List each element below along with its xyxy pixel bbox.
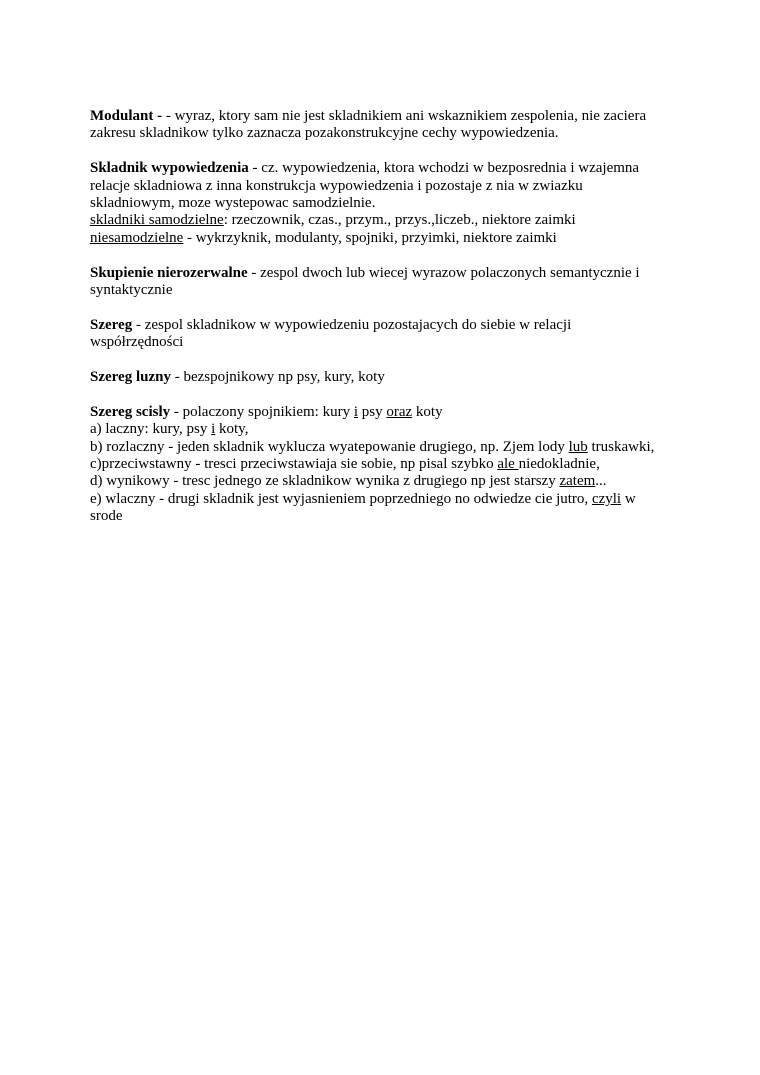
- definition-text: - wyraz, ktory sam nie jest skladnikiem ani wskaznikiem zespolenia, nie zaciera: [162, 108, 647, 124]
- item-text: w: [621, 490, 636, 507]
- item-text: e) wlaczny - drugi skladnik jest wyjasnieniem poprzedniego no odwiedze cie jutro,: [90, 490, 592, 507]
- skupienie-definition: [90, 265, 680, 300]
- item-text: srode: [90, 508, 123, 525]
- skladnik-definition: [90, 160, 680, 247]
- samodzielne-label: skladniki samodzielne: [90, 212, 224, 229]
- definition-text: - bezspojnikowy np psy, kury, koty: [170, 369, 385, 386]
- niesamodzielne-label: niesamodzielne: [90, 229, 184, 246]
- conjunction-example: ale: [497, 456, 519, 473]
- term-dash: -: [153, 108, 163, 124]
- list-item-e: [90, 491, 680, 508]
- definition-text: współrzędności: [90, 334, 184, 351]
- text-line: [90, 317, 680, 334]
- definition-text: - cz. wypowiedzenia, ktora wchodzi w bezposrednia i wzajemna: [248, 160, 640, 177]
- text-line: [90, 160, 680, 177]
- item-text: koty,: [215, 421, 249, 438]
- item-text: truskawki,: [587, 438, 655, 455]
- document-page: [90, 108, 680, 543]
- definition-text: zakresu skladnikow tylko zaznacza pozakonstrukcyjne cechy wypowiedzenia.: [90, 125, 559, 142]
- modulant-definition: [90, 108, 680, 143]
- term-modulant: Modulant: [90, 108, 154, 124]
- text-line: [90, 369, 680, 386]
- definition-text: relacje skladniowa z inna konstrukcja wypowiedzenia i pozostaje z nia w zwiazku: [90, 177, 583, 194]
- list-item-c: [90, 456, 680, 473]
- conjunction-example: czyli: [591, 490, 622, 507]
- text-line: [90, 404, 680, 421]
- szereg-scisly-definition: [90, 404, 680, 526]
- definition-text: - zespol skladnikow w wypowiedzeniu pozostajacych do siebie w relacji: [132, 316, 572, 333]
- term-skladnik: Skladnik wypowiedzenia: [90, 160, 249, 177]
- conjunction-example: i: [353, 403, 359, 420]
- definition-text: koty: [412, 403, 443, 420]
- conjunction-example: oraz: [386, 403, 413, 420]
- item-text: ...: [595, 473, 607, 490]
- text-line: [90, 108, 680, 125]
- definition-text: - zespol dwoch lub wiecej wyrazow polaczonych semantycznie i: [247, 264, 640, 281]
- text-line: [90, 265, 680, 282]
- definition-text: syntaktycznie: [90, 282, 173, 299]
- term-skupienie: Skupienie nierozerwalne: [90, 264, 248, 281]
- list-item-b: [90, 439, 680, 456]
- szereg-definition: [90, 317, 680, 352]
- definition-text: psy: [358, 403, 387, 420]
- text-line: [90, 212, 680, 229]
- list-item-a: [90, 421, 680, 438]
- term-szereg-luzny: Szereg luzny: [90, 369, 171, 386]
- item-text: niedokladnie,: [518, 456, 600, 473]
- samodzielne-text: : rzeczownik, czas., przym., przys.,liczeb., niektore zaimki: [223, 212, 576, 229]
- conjunction-example: zatem: [559, 473, 596, 490]
- list-item-d: [90, 473, 680, 490]
- item-text: d) wynikowy - tresc jednego ze skladnikow wynika z drugiego np jest starszy: [90, 473, 560, 490]
- item-text: a) laczny: kury, psy: [90, 421, 212, 438]
- item-text: b) rozlaczny - jeden skladnik wyklucza wyatepowanie drugiego, np. Zjem lody: [90, 438, 569, 455]
- definition-text: skladniowym, moze wystepowac samodzielnie.: [90, 195, 376, 212]
- text-line: [90, 230, 680, 247]
- term-szereg: Szereg: [90, 316, 133, 333]
- szereg-luzny-definition: [90, 369, 680, 386]
- conjunction-example: i: [211, 421, 216, 438]
- definition-text: - polaczony spojnikiem: kury: [170, 403, 354, 420]
- term-szereg-scisly: Szereg scisly: [90, 403, 171, 420]
- niesamodzielne-text: - wykrzyknik, modulanty, spojniki, przyimki, niektore zaimki: [183, 229, 557, 246]
- conjunction-example: lub: [568, 438, 588, 455]
- item-text: c)przeciwstawny - tresci przeciwstawiaja sie sobie, np pisal szybko: [90, 456, 498, 473]
